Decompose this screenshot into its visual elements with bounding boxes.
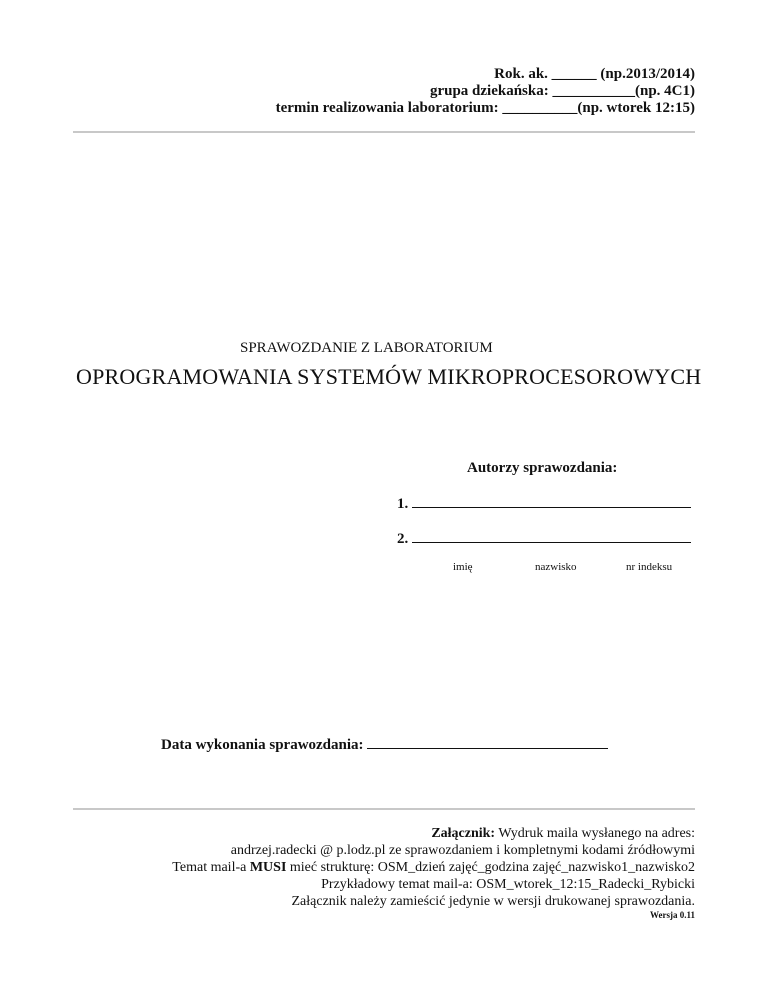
report-title: OPROGRAMOWANIA SYSTEMÓW MIKROPROCESOROWYCH xyxy=(76,364,702,389)
column-label-last-name: nazwisko xyxy=(535,561,577,573)
footer-divider xyxy=(73,808,695,810)
author-number-1: 1. xyxy=(397,496,409,512)
subject-structure-must: MUSI xyxy=(249,860,287,875)
author-row-1 xyxy=(397,495,691,513)
author-name-line-1[interactable] xyxy=(412,495,691,508)
printed-version-note: Załącznik należy zamieścić jedynie w wersji drukowanej sprawozdania. xyxy=(291,894,695,909)
dean-group-line: grupa dziekańska: ___________(np. 4C1) xyxy=(429,83,695,99)
attachment-line xyxy=(172,825,695,842)
attachment-text: Wydruk maila wysłanego na adres: xyxy=(495,826,695,841)
lab-term-line: termin realizowania laboratorium: __________(np. wtorek 12:15) xyxy=(275,100,695,116)
date-line[interactable] xyxy=(367,736,608,749)
date-label: Data wykonania sprawozdania: xyxy=(161,737,364,753)
column-label-index-number: nr indeksu xyxy=(626,561,673,573)
header-divider xyxy=(73,131,695,133)
header-block xyxy=(276,66,695,117)
report-subtitle: SPRAWOZDANIE Z LABORATORIUM xyxy=(240,340,493,356)
author-name-line-2[interactable] xyxy=(412,530,691,543)
subject-structure-post: mieć strukturę: OSM_dzień zajęć_godzina zajęć_nazwisko1_nazwisko2 xyxy=(286,860,695,875)
email-address-line: andrzej.radecki @ p.lodz.pl ze sprawozdaniem i kompletnymi kodami źródłowymi xyxy=(230,843,695,858)
authors-heading: Autorzy sprawozdania: xyxy=(467,460,618,476)
footer-block xyxy=(172,825,695,910)
date-row xyxy=(161,736,608,754)
example-subject-line: Przykładowy temat mail-a: OSM_wtorek_12:15_Radecki_Rybicki xyxy=(321,877,695,892)
academic-year-line: Rok. ak. ______ (np.2013/2014) xyxy=(494,66,695,82)
version-label: Wersja 0.11 xyxy=(650,910,695,920)
attachment-label: Załącznik: xyxy=(431,826,496,841)
column-label-first-name: imię xyxy=(453,561,473,573)
author-number-2: 2. xyxy=(397,531,409,547)
author-row-2 xyxy=(397,530,691,548)
subject-structure-pre: Temat mail-a xyxy=(172,860,250,875)
mail-subject-structure-line xyxy=(172,859,695,876)
